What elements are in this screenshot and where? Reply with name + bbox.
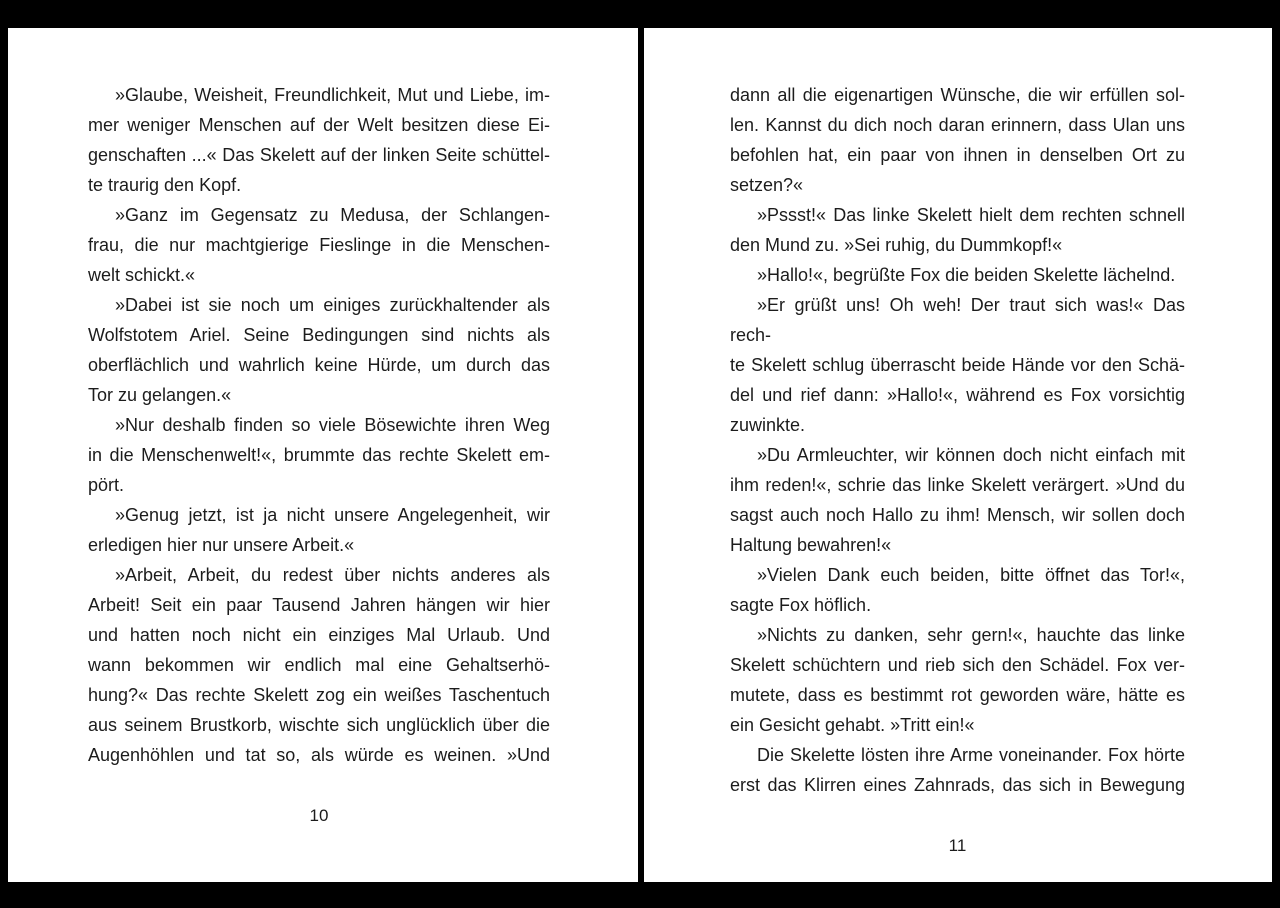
text-line: in die Menschenwelt!«, brummte das rechte Skelett em- [88, 445, 550, 465]
paragraph [88, 290, 550, 410]
page-right-paragraphs [730, 80, 1185, 800]
text-line: erledigen hier nur unsere Arbeit.« [88, 535, 355, 555]
text-line: Wolfstotem Ariel. Seine Bedingungen sind nichts als [88, 325, 550, 345]
text-line: pört. [88, 475, 125, 495]
book-page-right [644, 28, 1272, 882]
text-line: te traurig den Kopf. [88, 175, 242, 195]
text-line: zuwinkte. [730, 415, 806, 435]
text-line: sagst auch noch Hallo zu ihm! Mensch, wir sollen doch [730, 505, 1185, 525]
book-page-left [8, 28, 638, 882]
paragraph [88, 80, 550, 200]
text-line: setzen?« [730, 175, 804, 195]
paragraph [730, 560, 1185, 620]
page-right-text-column [644, 28, 1185, 856]
paragraph [730, 80, 1185, 200]
text-line: welt schickt.« [88, 265, 196, 285]
text-line: »Nur deshalb finden so viele Bösewichte ihren Weg [115, 415, 550, 435]
text-line: ihm reden!«, schrie das linke Skelett verärgert. »Und du [730, 475, 1185, 495]
paragraph [88, 200, 550, 290]
text-line: Die Skelette lösten ihre Arme voneinander. Fox hörte [757, 745, 1185, 765]
text-line: genschaften ...« Das Skelett auf der linken Seite schüttel- [88, 145, 550, 165]
page-number-right: 11 [948, 836, 967, 855]
text-line: erst das Klirren eines Zahnrads, das sich in Bewegung [730, 775, 1185, 795]
paragraph [730, 290, 1185, 440]
page-left-text-column [8, 28, 550, 826]
page-left-paragraphs [88, 80, 550, 770]
text-line: Skelett schüchtern und rieb sich den Schädel. Fox ver- [730, 655, 1185, 675]
text-line: te Skelett schlug überrascht beide Hände vor den Schä- [730, 355, 1185, 375]
paragraph [730, 200, 1185, 260]
text-line: den Mund zu. »Sei ruhig, du Dummkopf!« [730, 235, 1063, 255]
paragraph [730, 620, 1185, 740]
text-line: »Vielen Dank euch beiden, bitte öffnet das Tor!«, [757, 565, 1185, 585]
text-line: »Nichts zu danken, sehr gern!«, hauchte das linke [757, 625, 1185, 645]
text-line: »Glaube, Weisheit, Freundlichkeit, Mut und Liebe, im- [115, 85, 550, 105]
text-line: »Er grüßt uns! Oh weh! Der traut sich was!« Das rech- [730, 295, 1185, 345]
paragraph [88, 560, 550, 770]
text-line: »Genug jetzt, ist ja nicht unsere Angelegenheit, wir [115, 505, 550, 525]
paragraph [730, 740, 1185, 800]
text-line: sagte Fox höflich. [730, 595, 872, 615]
text-line: Tor zu gelangen.« [88, 385, 232, 405]
text-line: »Hallo!«, begrüßte Fox die beiden Skelette lächelnd. [757, 265, 1176, 285]
text-line: len. Kannst du dich noch daran erinnern, dass Ulan uns [730, 115, 1185, 135]
paragraph [88, 500, 550, 560]
text-line: »Pssst!« Das linke Skelett hielt dem rechten schnell [757, 205, 1185, 225]
book-spread [8, 28, 1272, 882]
paragraph [730, 440, 1185, 560]
paragraph [88, 410, 550, 500]
text-line: wann bekommen wir endlich mal eine Gehaltserhö- [88, 655, 550, 675]
page-number-left: 10 [309, 806, 329, 825]
text-line: hung?« Das rechte Skelett zog ein weißes Taschentuch [88, 685, 550, 705]
text-line: Haltung bewahren!« [730, 535, 892, 555]
text-line: befohlen hat, ein paar von ihnen in denselben Ort zu [730, 145, 1185, 165]
paragraph [730, 260, 1185, 290]
text-line: ein Gesicht gehabt. »Tritt ein!« [730, 715, 975, 735]
text-line: Augenhöhlen und tat so, als würde es weinen. »Und [88, 745, 550, 765]
text-line: mer weniger Menschen auf der Welt besitzen diese Ei- [88, 115, 550, 135]
text-line: und hatten noch nicht ein einziges Mal Urlaub. Und [88, 625, 550, 645]
text-line: dann all die eigenartigen Wünsche, die wir erfüllen sol- [730, 85, 1185, 105]
text-line: »Arbeit, Arbeit, du redest über nichts anderes als [115, 565, 550, 585]
text-line: »Ganz im Gegensatz zu Medusa, der Schlangen- [115, 205, 550, 225]
text-line: oberflächlich und wahrlich keine Hürde, um durch das [88, 355, 550, 375]
text-line: »Du Armleuchter, wir können doch nicht einfach mit [757, 445, 1185, 465]
text-line: Arbeit! Seit ein paar Tausend Jahren hängen wir hier [88, 595, 550, 615]
text-line: del und rief dann: »Hallo!«, während es Fox vorsichtig [730, 385, 1185, 405]
text-line: mutete, dass es bestimmt rot geworden wäre, hätte es [730, 685, 1185, 705]
text-line: aus seinem Brustkorb, wischte sich unglücklich über die [88, 715, 550, 735]
text-line: frau, die nur machtgierige Fieslinge in die Menschen- [88, 235, 550, 255]
text-line: »Dabei ist sie noch um einiges zurückhaltender als [115, 295, 550, 315]
